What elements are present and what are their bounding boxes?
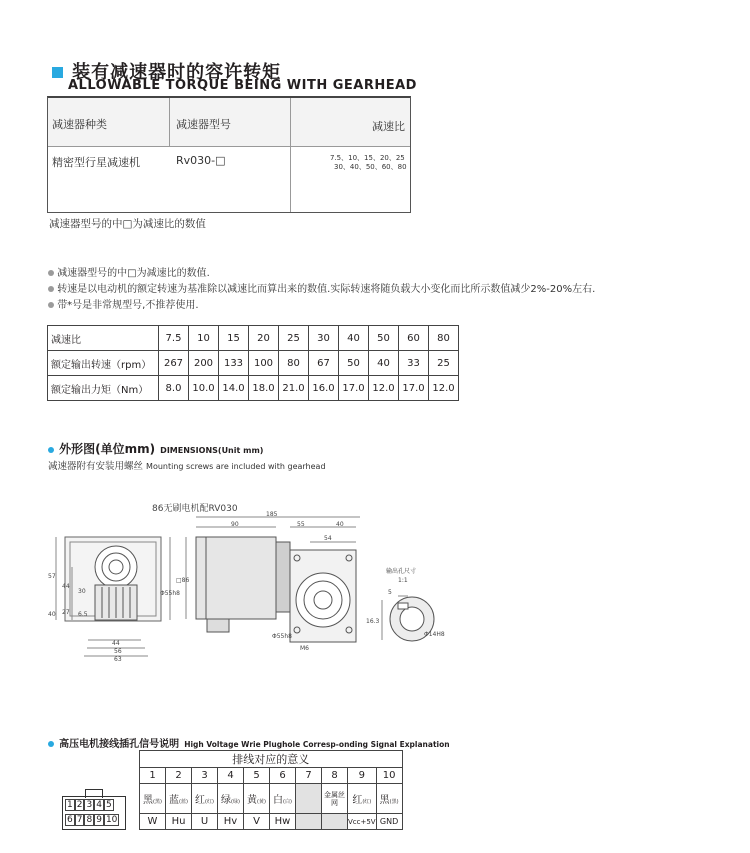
dimension-drawing <box>0 490 750 690</box>
svg-text:□86: □86 <box>176 577 190 584</box>
table-row <box>140 751 403 768</box>
svg-text:30: 30 <box>78 588 86 595</box>
title-square-icon <box>52 67 63 78</box>
svg-text:44: 44 <box>112 640 120 647</box>
dimensions-title-cn: 外形图(单位mm) <box>59 442 156 456</box>
svg-text:Φ55h8: Φ55h8 <box>272 633 292 640</box>
svg-text:40: 40 <box>336 521 344 528</box>
wiring-table <box>139 750 403 830</box>
svg-text:Φ55h8: Φ55h8 <box>160 590 180 597</box>
dimensions-title <box>48 438 263 457</box>
section-title-cn: 装有减速器时的容许转矩 <box>72 62 282 83</box>
ratios-line-1: 7.5、10、15、20、25 <box>330 154 405 162</box>
motor-side-view <box>186 517 360 642</box>
dimensions-subtitle: 减速器附有安装用螺丝 Mounting screws are included with gearhead <box>48 461 326 472</box>
drawing-label: 86无刷电机配RV030 <box>152 504 238 514</box>
table-row: 减速比 7.5 10 15 20 25 30 40 50 60 80 <box>48 326 459 351</box>
svg-text:56: 56 <box>114 648 122 655</box>
table-header-model: 减速器型号 <box>176 118 231 131</box>
table-row: 额定输出力矩（Nm） 8.0 10.0 14.0 18.0 21.0 16.0 17.0 12.0 17.0 12.0 <box>48 376 459 401</box>
bullet-dot-icon <box>48 270 54 276</box>
wiring-header: 排线对应的意义 <box>140 751 403 768</box>
section-dot-icon <box>48 741 54 747</box>
bullet-item: 减速器型号的中□为减速比的数值. <box>48 266 595 282</box>
table-note: 减速器型号的中□为减速比的数值 <box>49 218 206 230</box>
svg-text:Φ14H8: Φ14H8 <box>424 631 445 638</box>
section-title-en: ALLOWABLE TORQUE BEING WITH GEARHEAD <box>68 78 417 93</box>
wiring-title <box>48 732 450 751</box>
svg-text:44: 44 <box>62 583 70 590</box>
svg-text:63: 63 <box>114 656 122 663</box>
connector-diagram: 1 2 3 4 5 6 7 8 9 10 <box>62 796 126 830</box>
section-dot-icon <box>48 447 54 453</box>
svg-text:5: 5 <box>388 589 392 596</box>
wiring-title-en: High Voltage Wrie Plughole Corresp-onding Signal Explanation <box>184 740 450 749</box>
table-header-ratio: 减速比 <box>372 120 405 133</box>
svg-text:输出孔尺寸: 输出孔尺寸 <box>386 568 417 575</box>
table-row: 1 2 3 4 5 6 7 8 9 10 <box>140 768 403 784</box>
bullet-dot-icon <box>48 286 54 292</box>
gearbox-front-view <box>56 537 170 656</box>
bullet-dot-icon <box>48 302 54 308</box>
table-row: W Hu U Hv V Hw Vcc+5V GND <box>140 814 403 830</box>
table-header-type: 减速器种类 <box>52 118 107 131</box>
dimensions-title-en: DIMENSIONS(Unit mm) <box>160 446 264 455</box>
svg-text:54: 54 <box>324 535 332 542</box>
svg-text:55: 55 <box>297 521 305 528</box>
svg-text:185: 185 <box>266 511 278 518</box>
bullet-item: 带*号是非常规型号,不推荐使用. <box>48 298 595 314</box>
svg-text:1:1: 1:1 <box>398 577 408 584</box>
svg-text:40: 40 <box>48 611 56 618</box>
table-row: 黑(黑) 蓝(蓝) 红(红) 绿(绿) 黄(黄) 白(白) 金属丝网 红(红) 黑(黑) <box>140 784 403 814</box>
ratios-line-2: 30、40、50、60、80 <box>334 163 407 171</box>
gearhead-table <box>47 96 411 213</box>
bullet-list <box>48 266 595 314</box>
svg-text:27: 27 <box>62 609 70 616</box>
gearhead-model: Rv030-□ <box>176 154 226 167</box>
svg-text:57: 57 <box>48 573 56 580</box>
bullet-item: 转速是以电动机的额定转速为基准除以减速比而算出来的数值.实际转速将随负载大小变化而比所示数值减少2%-20%左右. <box>48 282 595 298</box>
svg-text:M6: M6 <box>300 645 309 652</box>
svg-text:16.3: 16.3 <box>366 618 380 625</box>
ratio-table <box>47 325 459 401</box>
svg-text:6.5: 6.5 <box>78 611 88 618</box>
wiring-title-cn: 高压电机接线插孔信号说明 <box>59 739 180 750</box>
gearhead-type: 精密型行星减速机 <box>52 156 140 169</box>
table-row: 额定输出转速（rpm） 267 200 133 100 80 67 50 40 33 25 <box>48 351 459 376</box>
svg-text:90: 90 <box>231 521 239 528</box>
